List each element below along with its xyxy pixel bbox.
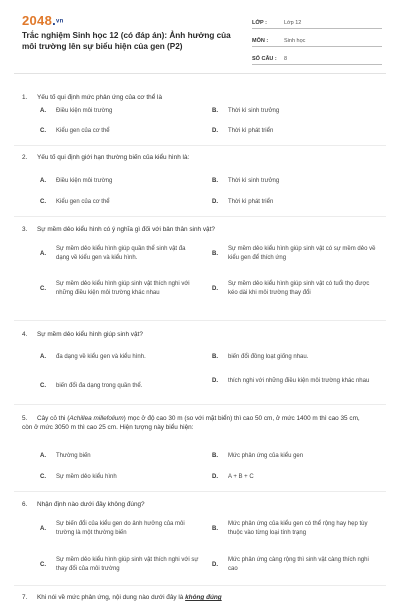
option-letter: B. [212,354,218,361]
option-a[interactable] [40,452,91,461]
option-letter: C. [40,474,46,481]
option-letter: A. [40,453,46,460]
option-text: Thời kì phát triển [228,128,274,134]
option-letter: C. [40,128,46,135]
option-text: Thường biến [56,453,91,459]
option-d[interactable] [212,473,254,482]
option-text: Sự mềm dẻo kiểu hình giúp sinh vật thích nghi với những điều kiện môi trường khác nhau [55,281,190,296]
option-text: Sự biến đổi của kiểu gen do ảnh hưởng của môi trường là một thường biến [56,521,185,536]
option-c[interactable] [40,382,142,391]
option-a[interactable] [40,245,200,262]
option-letter: B. [212,108,218,115]
option-letter: C. [40,199,46,206]
page-header [0,0,400,62]
option-letter: B. [212,525,218,532]
option-letter: A. [40,525,46,532]
question-divider [14,585,386,586]
option-d[interactable] [212,198,273,207]
site-logo[interactable] [22,13,64,28]
logo-dot: . [52,13,57,28]
option-d[interactable] [212,556,382,573]
option-c[interactable] [40,280,205,297]
question-text: Sự mềm dẻo kiểu hình có ý nghĩa gì đối với bản thân sinh vật? [37,226,215,233]
question-number: 7. [22,594,28,601]
option-c[interactable] [40,127,110,136]
meta-value: Lớp 12 [284,20,302,26]
option-letter: C. [40,285,46,292]
option-text: Mức phản ứng của kiểu gen [228,453,304,459]
question-number: 5. [22,415,28,422]
option-letter: D. [212,561,218,568]
question-7 [22,593,382,602]
option-text: Kiểu gen của cơ thể [56,128,110,134]
option-letter: B. [212,453,218,460]
option-text: Điều kiện môi trường [56,108,113,114]
option-b[interactable] [212,520,382,537]
option-text: Sự mềm dẻo kiểu hình giúp sinh vật có tuổi thọ được kéo dài khi môi trường thay đổi [228,281,370,296]
option-letter: D. [212,378,218,385]
question-number: 1. [22,94,28,101]
meta-count-row [252,50,382,65]
meta-value: 8 [284,56,288,62]
option-letter: C. [40,561,46,568]
option-text: Điều kiện môi trường [56,178,113,184]
option-c[interactable] [40,198,110,207]
question-emphasis: không đúng [185,594,222,601]
question-3 [22,225,382,234]
question-divider [14,491,386,492]
option-text: Sự mềm dẻo kiểu hình giúp sinh vật thích nghi với sự thay đổi của môi trường [56,557,199,572]
question-text-pre: Cây cỏ thi ( [37,415,70,422]
species-name: Achillea millefolium [69,415,124,422]
option-b[interactable] [212,452,303,461]
option-letter: D. [212,199,218,206]
option-b[interactable] [212,245,382,262]
option-text: Kiểu gen của cơ thể [56,199,110,205]
option-text: Sự mềm dẻo kiểu hình giúp quần thể sinh vật đa dạng về kiểu gen và kiểu hình. [56,246,186,261]
document-meta [252,14,382,68]
option-letter: A. [40,178,46,185]
question-text: Nhận định nào dưới đây không đúng? [37,501,145,508]
option-letter: B. [212,178,218,185]
meta-label: MÔN : [252,38,269,44]
meta-value: Sinh học [284,38,306,44]
option-text: Thời kì phát triển [228,199,274,205]
question-text-pre: Khi nói về mức phản ứng, nội dung nào dưới đây là [37,594,186,601]
logo-text: 2048 [22,13,53,28]
option-c[interactable] [40,556,205,573]
option-text: Sự mềm dẻo kiểu hình giúp sinh vật có sự mềm dẻo về kiểu gen để thích ứng [228,246,376,261]
option-text: biến đổi đồng loạt giống nhau. [228,354,309,360]
question-divider [14,320,386,321]
option-text: Mức phản ứng của kiểu gen có thể rộng hay hẹp tùy thuộc vào từng loại tính trạng [228,521,368,536]
question-5 [22,414,367,432]
option-a[interactable] [40,520,205,537]
question-divider [14,404,386,405]
option-d[interactable] [212,377,382,386]
option-text: Sự mềm dẻo kiểu hình [56,474,117,480]
question-text: Yếu tố qui định giới hạn thường biến của kiểu hình là: [37,154,190,161]
option-text: thích nghi với những điều kiện môi trường khác nhau [228,378,370,384]
option-text: đa dạng về kiểu gen và kiểu hình. [56,354,146,360]
logo-tld: vn [56,18,64,25]
question-divider [14,145,386,146]
option-b[interactable] [212,177,279,186]
option-letter: D. [212,474,218,481]
option-text: Thời kì sinh trưởng [228,108,280,114]
question-number: 6. [22,501,28,508]
meta-class-row [252,14,382,29]
option-letter: D. [212,285,218,292]
option-letter: A. [40,250,46,257]
option-d[interactable] [212,127,273,136]
question-text: Yếu tố qui định mức phản ứng của cơ thể là [37,94,163,101]
question-6 [22,500,382,509]
question-text: Sự mềm dẻo kiểu hình giúp sinh vật? [37,331,143,338]
option-b[interactable] [212,107,279,116]
meta-label: LỚP : [252,20,267,26]
option-letter: A. [40,354,46,361]
meta-subject-row [252,32,382,47]
option-letter: B. [212,250,218,257]
question-number: 2. [22,154,28,161]
option-letter: D. [212,128,218,135]
option-a[interactable] [40,177,112,186]
option-text: biến đổi đa dạng trong quần thể. [56,383,143,389]
question-number: 4. [22,331,28,338]
option-a[interactable] [40,353,146,362]
option-d[interactable] [212,280,382,297]
header-divider [14,73,386,74]
document-title: Trắc nghiệm Sinh học 12 (có đáp án): Ảnh hưởng của môi trường lên sự biểu hiện của gen (P2) [22,31,231,51]
option-b[interactable] [212,353,308,362]
question-2 [22,153,382,162]
option-text: Thời kì sinh trưởng [228,178,280,184]
option-text: A + B + C [228,474,254,480]
option-a[interactable] [40,107,112,116]
meta-label: SỐ CÂU : [252,56,277,62]
option-letter: C. [40,383,46,390]
question-number: 3. [22,226,28,233]
question-text-post: ) mọc ở độ cao 30 m (so với mặt biển) thì cao 50 cm, ở mức 1400 m thì cao 35 cm, còn ở mức 3050 m thì cao 25 cm. Hiện tượng này biểu hiện: [22,415,360,431]
option-text: Mức phản ứng càng rộng thì sinh vật càng thích nghi cao [228,557,369,572]
question-1 [22,93,382,102]
option-c[interactable] [40,473,117,482]
question-4 [22,330,382,339]
question-divider [14,216,386,217]
option-letter: A. [40,108,46,115]
